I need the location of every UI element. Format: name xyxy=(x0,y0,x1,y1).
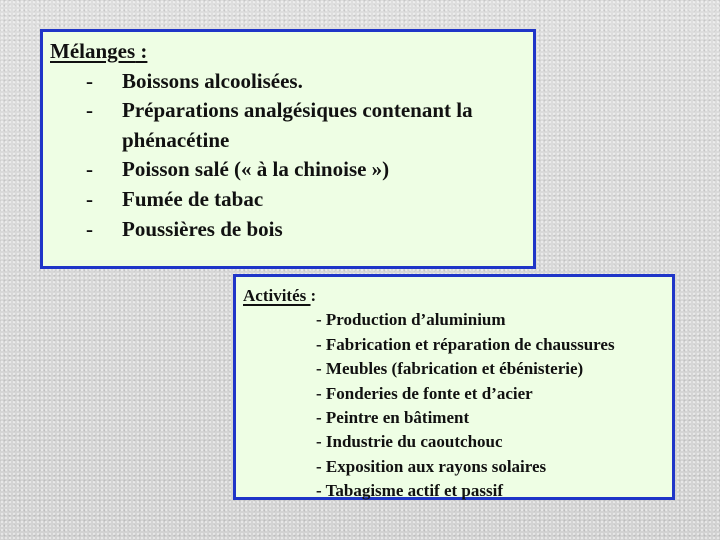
list-item: - Fonderies de fonte et d’acier xyxy=(316,383,533,403)
list-dash: - xyxy=(86,98,93,123)
activites-heading: Activités xyxy=(243,286,311,305)
list-item-text: Fumée de tabac xyxy=(122,186,264,211)
melanges-heading-row xyxy=(50,37,533,67)
melanges-panel xyxy=(40,29,536,269)
list-item-text: Poussières de bois xyxy=(122,216,283,241)
activites-panel xyxy=(233,274,675,500)
melanges-list xyxy=(50,67,533,245)
activites-list xyxy=(243,308,672,503)
list-item-text: Boissons alcoolisées. xyxy=(122,68,303,93)
list-item: - Production d’aluminium xyxy=(316,310,506,330)
list-dash: - xyxy=(86,216,93,241)
activites-heading-row xyxy=(243,284,672,308)
list-dash: - xyxy=(86,157,93,182)
list-item xyxy=(50,215,533,245)
list-item: - Tabagisme actif et passif xyxy=(316,481,503,501)
list-item-text: Préparations analgésiques contenant la phénacétine xyxy=(122,98,473,152)
melanges-heading: Mélanges xyxy=(50,39,136,63)
list-dash: - xyxy=(86,186,93,211)
list-item: - Industrie du caoutchouc xyxy=(316,432,503,452)
list-item: - Fabrication et réparation de chaussures xyxy=(316,334,615,354)
list-item: - Peintre en bâtiment xyxy=(316,408,470,428)
list-dash: - xyxy=(86,68,93,93)
list-item xyxy=(50,155,533,185)
list-item xyxy=(50,67,533,97)
melanges-heading-colon: : xyxy=(135,39,148,63)
list-item: - Meubles (fabrication et ébénisterie) xyxy=(316,359,584,379)
list-item: - Exposition aux rayons solaires xyxy=(316,456,547,476)
list-item xyxy=(50,96,533,155)
list-item-text: Poisson salé (« à la chinoise ») xyxy=(122,157,390,182)
list-item xyxy=(50,185,533,215)
activites-heading-colon: : xyxy=(310,286,317,305)
